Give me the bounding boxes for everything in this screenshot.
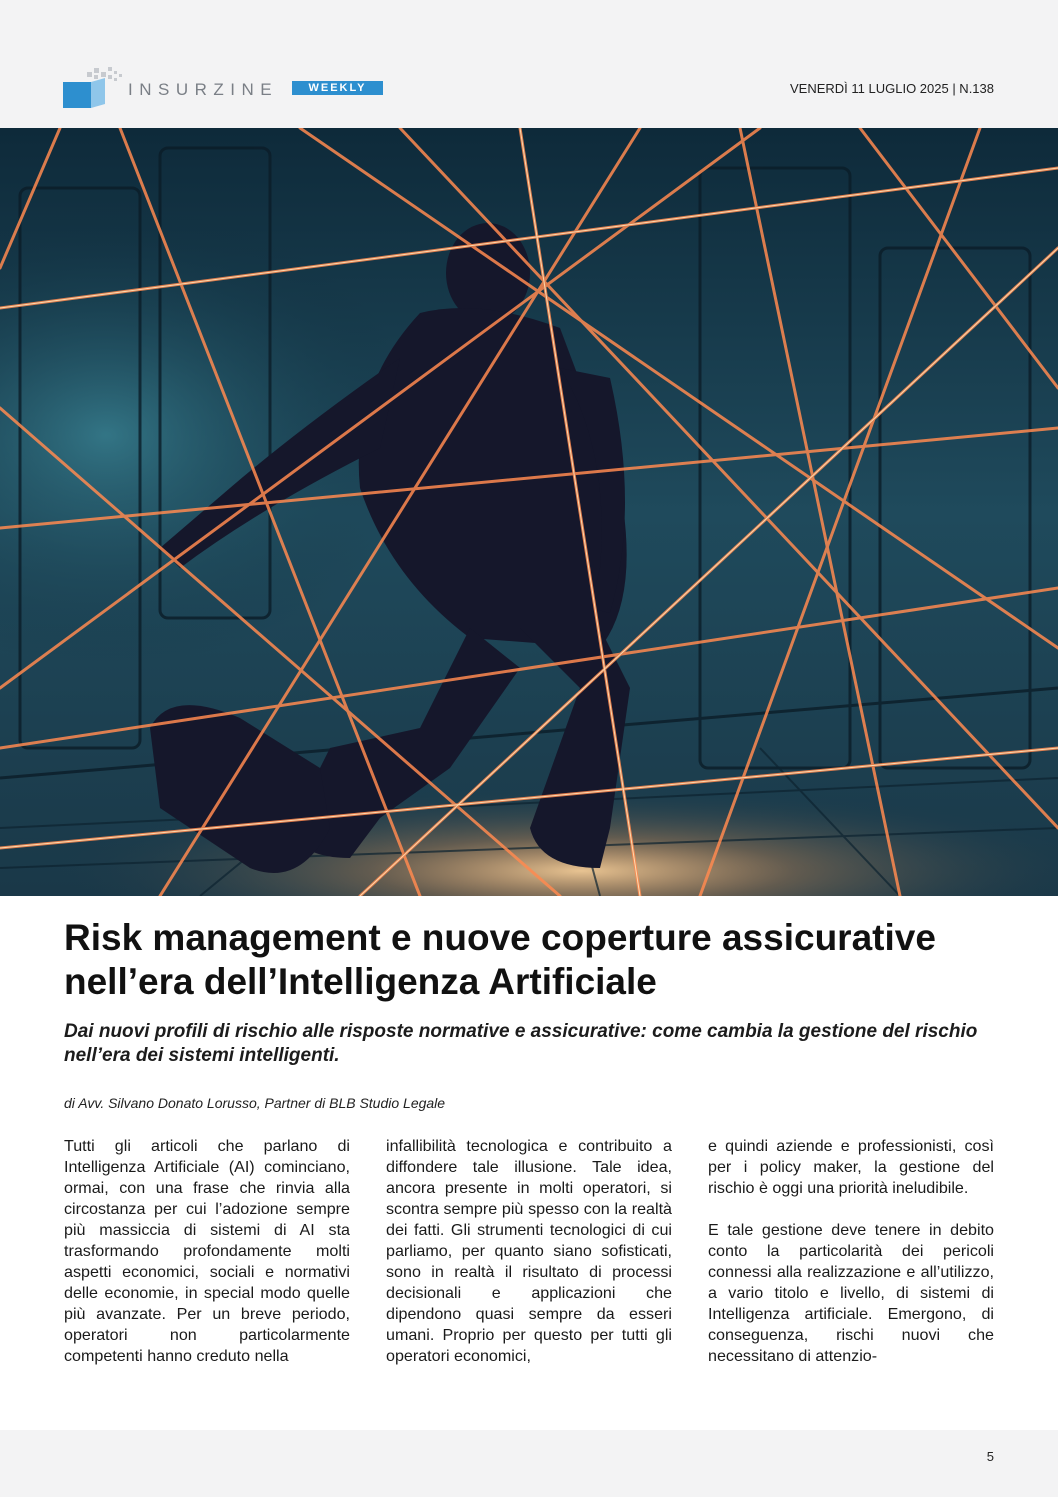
article-title: Risk management e nuove coperture assicurative nell’era dell’Intelligenza Artificiale — [64, 917, 936, 1002]
article-subtitle: Dai nuovi profili di rischio alle risposte normative e assicurative: come cambia la gestione del rischio nell’era dei sistemi intelligenti. — [64, 1021, 978, 1066]
article-column-3 — [708, 1136, 994, 1388]
issue-date: VENERDÌ 11 LUGLIO 2025 | N.138 — [789, 81, 994, 96]
weekly-badge: WEEKLY — [292, 81, 383, 95]
paragraph: e quindi aziende e professionisti, così per i policy maker, la gestione del rischio è oggi una priorità ineludibile. — [708, 1137, 994, 1197]
article-column-1 — [64, 1136, 350, 1388]
hero-illustration — [0, 128, 1058, 896]
paragraph: infallibilità tecnologica e contribuito a diffondere tale illusione. Tale idea, ancora presente in molti operatori, si scontra sempre più spesso con la realtà dei fatti. Gli strumenti tecnologici di cui parliamo, per quanto siano sofisticati, sono in realtà il risultato di processi decisionali e applicazioni che dipendono quasi sempre da esseri umani. Proprio per questo per tutti gli operatori economici, — [386, 1137, 672, 1365]
page-number: 5 — [986, 1449, 994, 1464]
brand-name: INSURZINE — [128, 80, 279, 99]
article-byline: di Avv. Silvano Donato Lorusso, Partner di BLB Studio Legale — [64, 1095, 446, 1111]
page-header — [0, 0, 1058, 128]
article-column-2 — [386, 1136, 672, 1388]
paragraph: E tale gestione deve tenere in debito conto la particolarità dei pericoli connessi alla realizzazione e all’utilizzo, a vario titolo e livello, di sistemi di Intelligenza artificiale. Emergono, di conseguenza, rischi nuovi che necessitano di attenzio- — [708, 1221, 994, 1365]
paragraph: Tutti gli articoli che parlano di Intelligenza Artificiale (AI) cominciano, ormai, con una frase che rinvia alla circostanza per cui l’adozione sempre più massiccia di sistemi di AI sta trasformando profondamente molti aspetti economici, sociali e normativi delle economie, in special modo quelle più avanzate. Per un breve periodo, operatori non particolarmente competenti hanno creduto nella — [64, 1137, 350, 1365]
